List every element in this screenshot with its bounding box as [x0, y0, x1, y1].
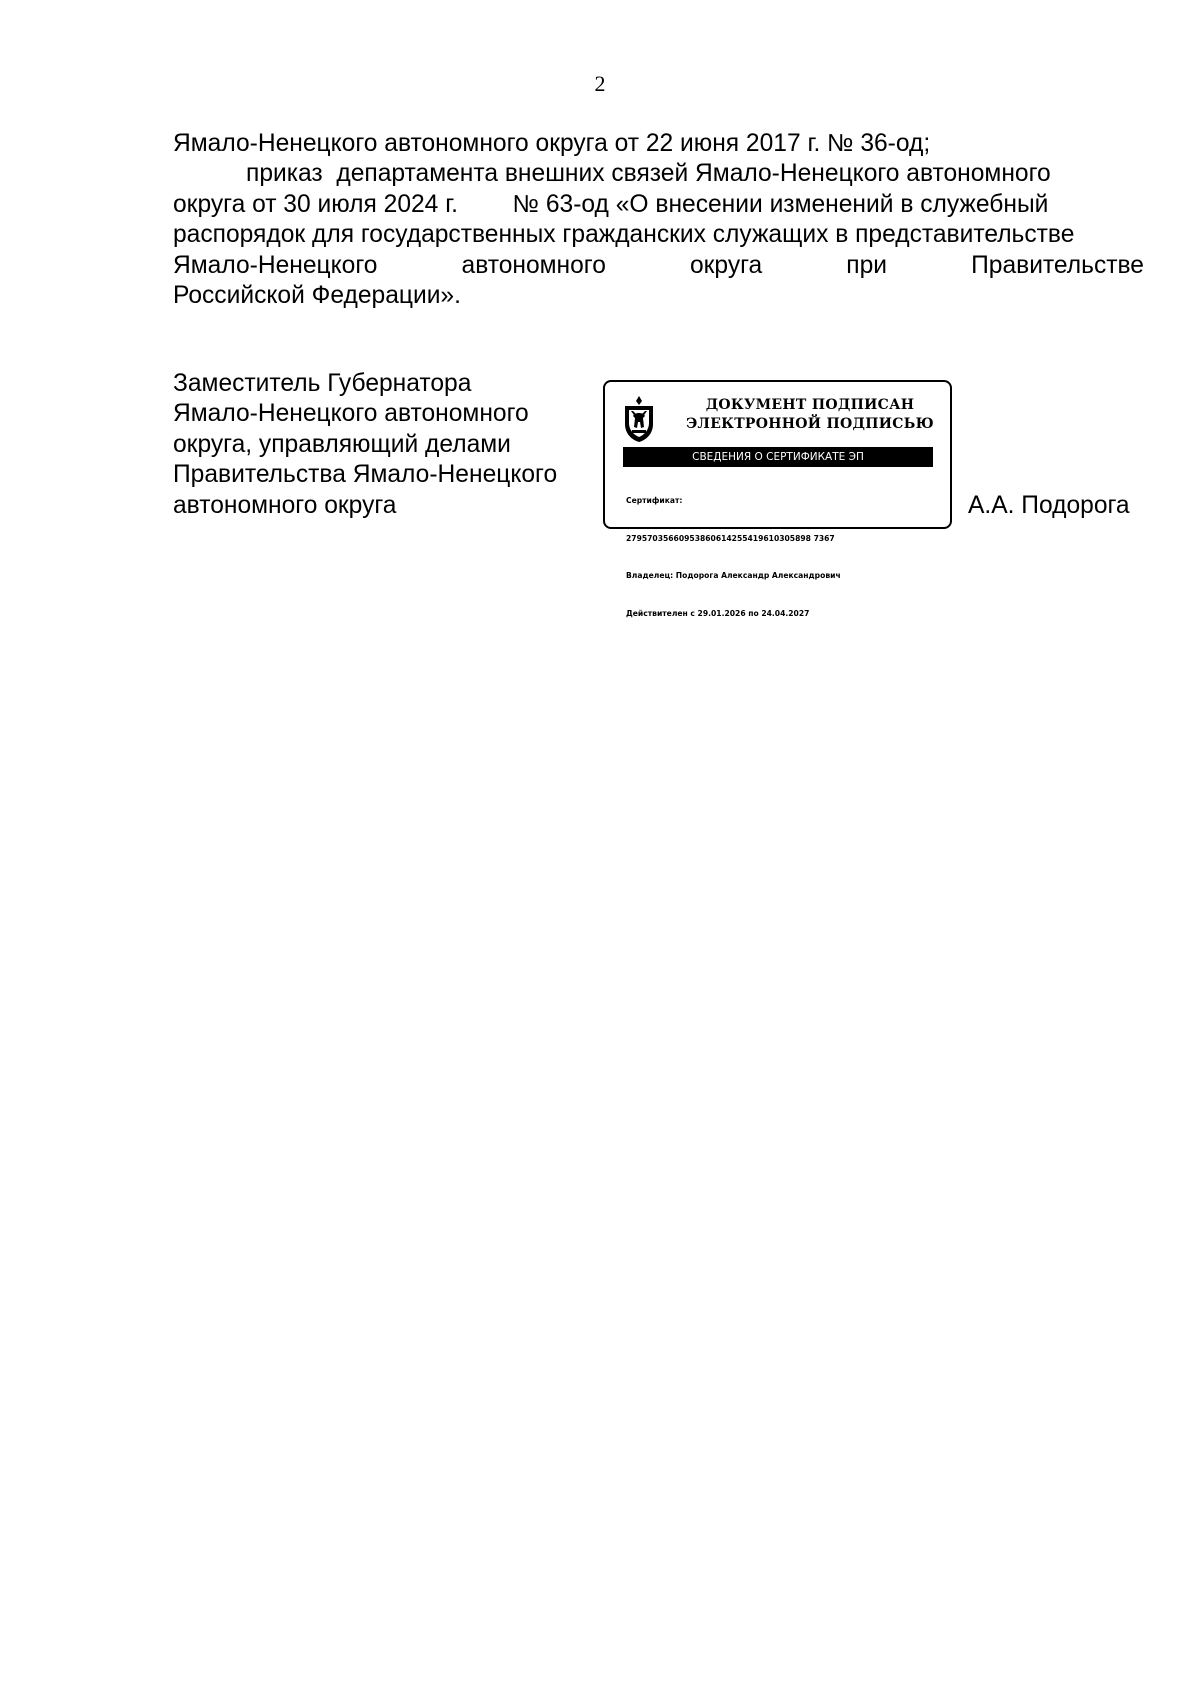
certificate-owner: Владелец: Подорога Александр Александрович [626, 571, 841, 580]
signatory-line: Правительства Ямало-Ненецкого [173, 461, 558, 489]
text-line-2: приказ департамента внешних связей Ямало-Ненецкого автономного [246, 160, 1051, 188]
signatory-line: автономного округа [173, 491, 397, 519]
electronic-signature-stamp [603, 380, 952, 618]
stamp-title-line-2: ЭЛЕКТРОННОЙ ПОДПИСЬЮ [686, 416, 934, 432]
signatory-line: округа, управляющий делами [173, 430, 511, 458]
text-line-3: округа от 30 июля 2024 г. № 63-од «О внесении изменений в служебный [173, 190, 1049, 218]
certificate-number: 27957035660953860614255419610305898 7367 [626, 533, 835, 543]
text-line-4: распорядок для государственных гражданских служащих в представительстве [173, 221, 1075, 249]
certificate-details [626, 470, 841, 645]
text-word: при [846, 251, 888, 279]
text-word: Правительстве [971, 251, 1144, 279]
certificate-validity: Действителен с 29.01.2026 по 24.04.2027 [626, 608, 810, 618]
yanao-coat-of-arms-icon [619, 394, 659, 444]
signatory-line: Заместитель Губернатора [173, 370, 472, 397]
signatory-line: Ямало-Ненецкого автономного [173, 400, 529, 428]
stamp-title [675, 396, 945, 434]
text-line-5 [173, 251, 1144, 281]
text-word: Ямало-Ненецкого [173, 251, 378, 279]
certificate-info-bar: СВЕДЕНИЯ О СЕРТИФИКАТЕ ЭП [623, 447, 933, 467]
page-number: 2 [594, 71, 606, 96]
text-word: округа [689, 251, 763, 279]
text-word: автономного [461, 251, 606, 279]
text-line-1: Ямало-Ненецкого автономного округа от 22 июня 2017 г. № 36-од; [173, 130, 931, 157]
signatory-position [173, 369, 593, 521]
stamp-title-line-1: ДОКУМЕНТ ПОДПИСАН [705, 397, 915, 413]
certificate-label: Сертификат: [626, 496, 683, 505]
order-text [173, 129, 1144, 311]
text-line-6: Российской Федерации». [173, 282, 461, 310]
signer-name: А.А. Подорога [968, 492, 1130, 519]
